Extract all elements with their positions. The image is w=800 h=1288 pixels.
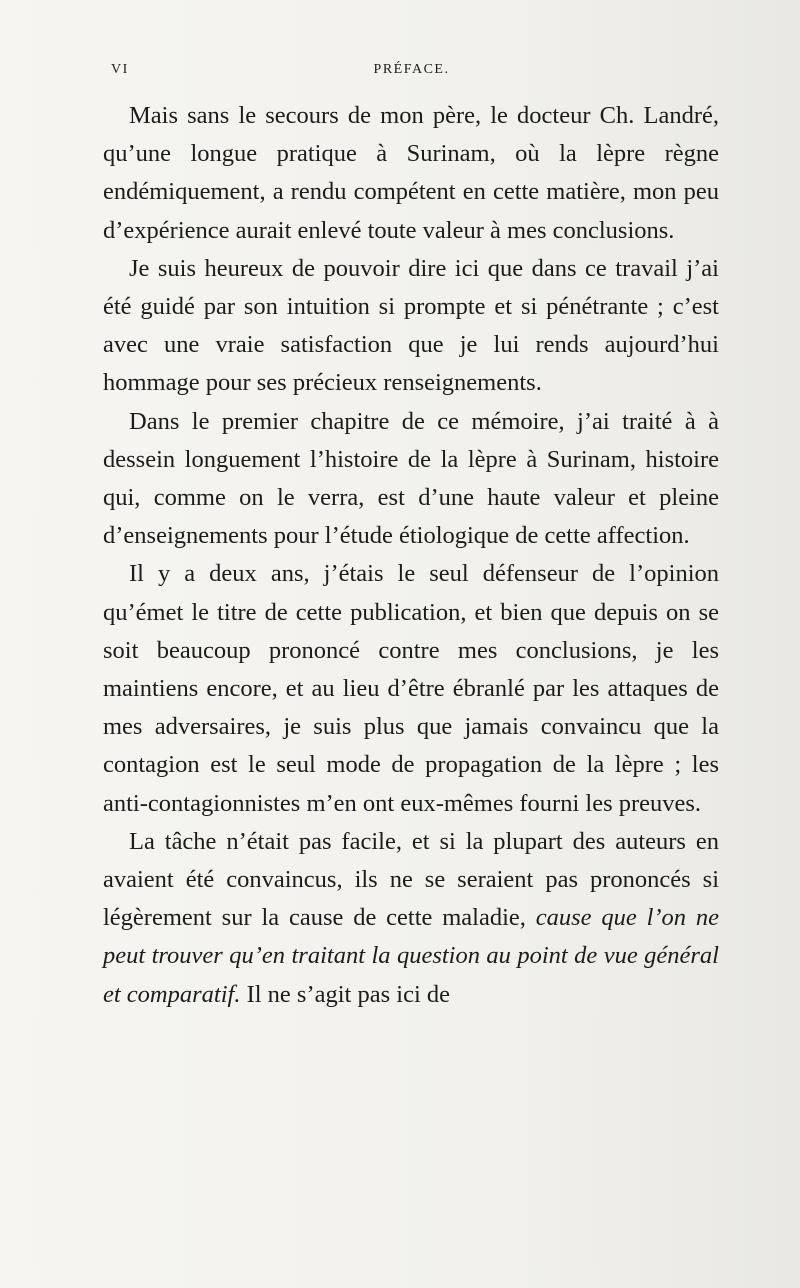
- paragraph-5: [103, 823, 719, 1014]
- paragraph-3: Dans le premier chapitre de ce mémoire, j’ai traité à à dessein longuement l’histoire de la lèpre à Surinam, histoire qui, comme on le verra, est d’une haute valeur et pleine d’enseignements pour l’étude étiologique de cette affection.: [103, 407, 719, 550]
- paragraph-4: Il y a deux ans, j’étais le seul défenseur de l’opinion qu’émet le titre de cette publication, et bien que depuis on se soit beaucoup prononcé contre mes conclusions, je les maintiens encore, et au lieu d’être ébranlé par les attaques de mes adversaires, je suis plus que jamais convaincu que la contagion est le seul mode de propagation de la lèpre ; les anti-contagionnistes m’en ont eux-mêmes fourni les preuves.: [103, 560, 719, 817]
- paragraph-5-tail: Il ne s’agit pas ici de: [246, 980, 451, 1008]
- paragraph-1: Mais sans le secours de mon père, le docteur Ch. Landré, qu’une longue pratique à Surinam, où la lèpre règne endémiquement, a rendu compétent en cette matière, mon peu d’expérience aurait enlevé toute valeur à mes conclusions.: [103, 102, 719, 244]
- italic-quote: cause que l’on ne peut trouver qu’en traitant la question au point de vue général et comparatif.: [103, 904, 720, 1008]
- page-number: VI: [111, 62, 129, 77]
- page-body: [103, 97, 719, 1014]
- running-title: PRÉFACE.: [373, 62, 450, 77]
- paragraph-5-text: La tâche n’était pas facile, et si la plupart des auteurs en avaient été convaincus, ils ne se seraient pas prononcés si légèrement sur la cause de cette maladie,: [103, 827, 719, 932]
- running-header: [103, 62, 720, 84]
- paragraph-2: Je suis heureux de pouvoir dire ici que dans ce travail j’ai été guidé par son intuition si prompte et si pénétrante ; c’est avec une vraie satisfaction que je lui rends aujourd’hui hommage pour ses précieux renseignements.: [103, 254, 719, 397]
